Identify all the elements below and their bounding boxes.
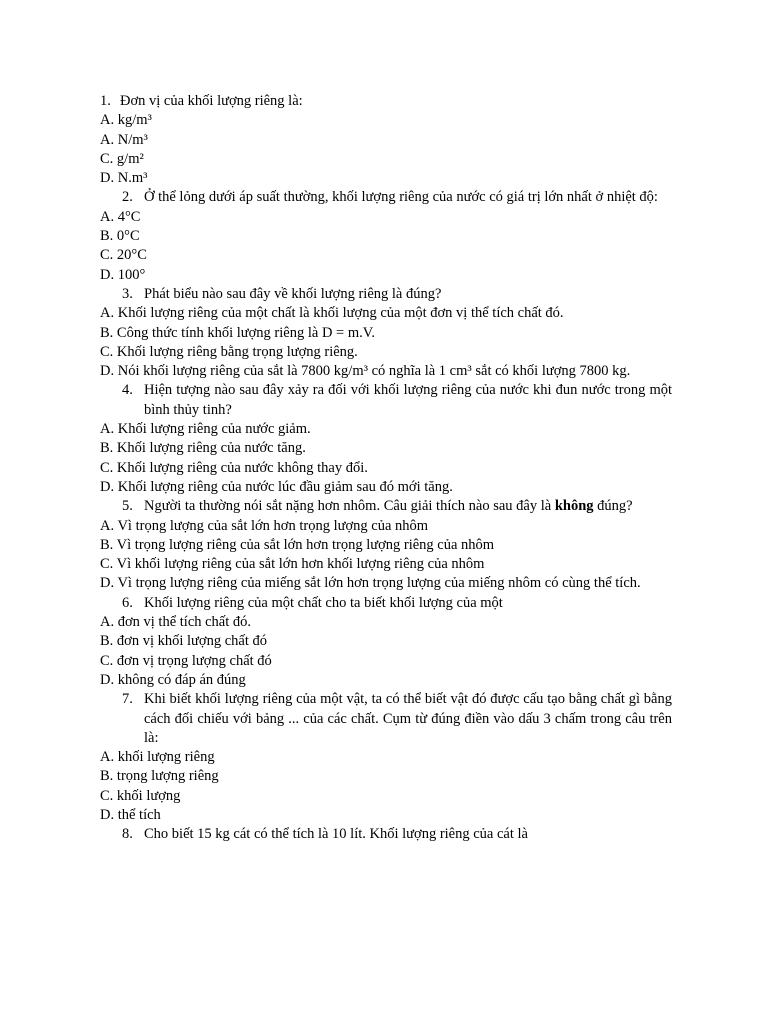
option: A. N/m³ [100, 131, 148, 148]
question-text: Phát biểu nào sau đây về khối lượng riêng là đúng? [144, 285, 442, 302]
option: C. Khối lượng riêng của nước không thay đổi. [100, 459, 368, 476]
quiz-document [100, 92, 672, 845]
question-4 [100, 381, 672, 420]
option: D. Khối lượng riêng của nước lúc đầu giảm sau đó mới tăng. [100, 478, 453, 495]
question-text: Khối lượng riêng của một chất cho ta biết khối lượng của một [144, 594, 503, 611]
question-1 [100, 92, 672, 111]
question-text: Ở thể lỏng dưới áp suất thường, khối lượng riêng của nước có giá trị lớn nhất ở nhiệt độ: [144, 189, 658, 206]
question-text-part: Người ta thường nói sắt nặng hơn nhôm. Câu giải thích nào sau đây là [144, 498, 555, 515]
question-number: 2. [122, 189, 133, 206]
question-text [144, 498, 633, 514]
question-text: Hiện tượng nào sau đây xảy ra đối với khối lượng riêng của nước khi đun nước trong một bình thủy tinh? [144, 382, 672, 418]
option: B. 0°C [100, 228, 140, 245]
option: B. đơn vị khối lượng chất đó [100, 633, 267, 650]
question-number: 8. [122, 826, 133, 843]
option: B. Vì trọng lượng riêng của sắt lớn hơn trọng lượng riêng của nhôm [100, 536, 495, 553]
option: B. Khối lượng riêng của nước tăng. [100, 440, 306, 457]
question-6 [100, 594, 672, 613]
question-text-part: đúng? [593, 498, 633, 515]
option: C. Vì khối lượng riêng của sắt lớn hơn khối lượng riêng của nhôm [100, 556, 485, 573]
option: D. Nói khối lượng riêng của sắt là 7800 kg/m³ có nghĩa là 1 cm³ sắt có khối lượng 7800 kg. [100, 363, 631, 380]
option: A. Khối lượng riêng của nước giảm. [100, 421, 311, 438]
option: C. đơn vị trọng lượng chất đó [100, 652, 272, 669]
option: B. trọng lượng riêng [100, 768, 219, 785]
option: A. khối lượng riêng [100, 749, 215, 766]
option: D. không có đáp án đúng [100, 671, 246, 688]
option: D. N.m³ [100, 170, 148, 187]
question-7 [100, 690, 672, 748]
option: A. Vì trọng lượng của sắt lớn hơn trọng lượng của nhôm [100, 517, 429, 534]
option: C. khối lượng [100, 787, 181, 804]
option: C. g/m² [100, 150, 144, 167]
option: C. Khối lượng riêng bằng trọng lượng riêng. [100, 343, 358, 360]
question-number: 4. [122, 382, 133, 399]
option: D. thể tích [100, 806, 161, 823]
question-number: 6. [122, 594, 133, 611]
question-text: Đơn vị của khối lượng riêng là: [120, 93, 303, 109]
question-text-emphasis: không [554, 498, 594, 515]
question-number: 7. [122, 691, 133, 708]
question-text: Cho biết 15 kg cát có thể tích là 10 lít. Khối lượng riêng của cát là [144, 826, 528, 843]
question-5 [100, 497, 672, 516]
option: D. Vì trọng lượng riêng của miếng sắt lớn hơn trọng lượng của miếng nhôm có cùng thể tích. [100, 575, 641, 592]
question-2 [100, 188, 672, 207]
question-3 [100, 285, 672, 304]
question-8 [100, 825, 672, 844]
option: A. 4°C [100, 208, 141, 225]
question-text: Khi biết khối lượng riêng của một vật, ta có thể biết vật đó được cấu tạo bằng chất gì bằng cách đối chiếu với bảng ... của các chất. Cụm từ đúng điền vào dấu 3 chấm trong câu trên là: [144, 691, 672, 746]
option: A. đơn vị thể tích chất đó. [100, 614, 252, 631]
option: C. 20°C [100, 247, 147, 264]
option: B. Công thức tính khối lượng riêng là D = m.V. [100, 324, 375, 341]
question-number: 3. [122, 285, 133, 302]
option: A. kg/m³ [100, 112, 152, 129]
option: D. 100° [100, 266, 146, 283]
question-number: 1. [100, 93, 111, 109]
question-number: 5. [122, 498, 133, 515]
option: A. Khối lượng riêng của một chất là khối lượng của một đơn vị thể tích chất đó. [100, 305, 564, 322]
